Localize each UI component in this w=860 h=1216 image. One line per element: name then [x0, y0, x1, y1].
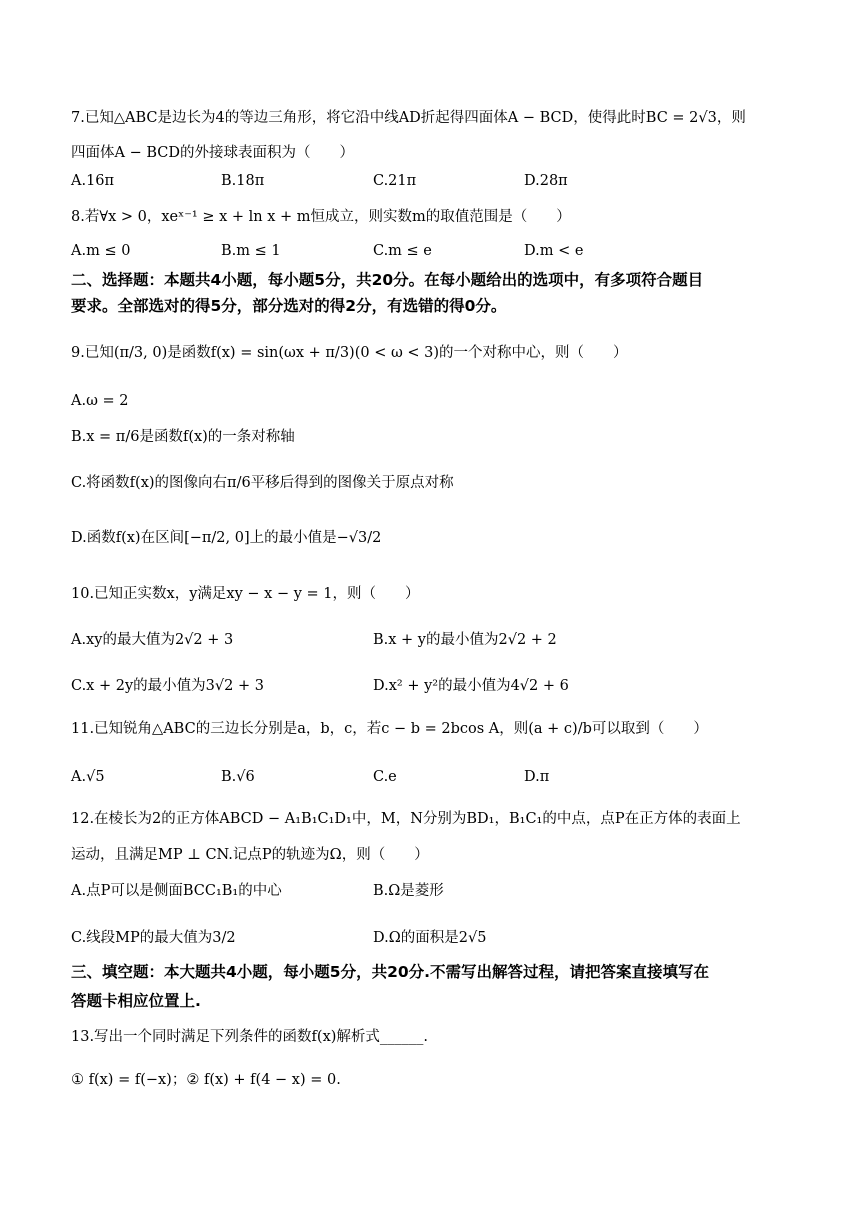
q11-option-d: D.π [524, 769, 550, 785]
q10-option-d: D.x² + y²的最小值为4√2 + 6 [373, 678, 569, 694]
q8-option-a: A.m ≤ 0 [71, 243, 131, 259]
q12-stem-line1: 12.在棱长为2的正方体ABCD − A₁B₁C₁D₁中，M，N分别为BD₁，B₁C₁的中点，点P在正方体的表面上 [71, 811, 741, 827]
section3-heading-line2: 答题卡相应位置上. [71, 992, 201, 1010]
q8-option-c: C.m ≤ e [373, 243, 432, 259]
q10-option-c: C.x + 2y的最小值为3√2 + 3 [71, 678, 264, 694]
section2-heading-line2: 要求。全部选对的得5分，部分选对的得2分，有选错的得0分。 [71, 297, 507, 315]
q9-option-a: A.ω = 2 [71, 393, 129, 409]
section2-heading-line1: 二、选择题：本题共4小题，每小题5分，共20分。在每小题给出的选项中，有多项符合题目 [71, 271, 704, 289]
q13-stem: 13.写出一个同时满足下列条件的函数f(x)解析式______. [71, 1029, 429, 1045]
q9-option-b: B.x = π/6是函数f(x)的一条对称轴 [71, 429, 295, 445]
q8-stem: 8.若∀x > 0，xeˣ⁻¹ ≥ x + ln x + m恒成立，则实数m的取值范围是（ ） [71, 209, 571, 225]
q9-option-c: C.将函数f(x)的图像向右π/6平移后得到的图像关于原点对称 [71, 475, 454, 491]
q8-option-d: D.m < e [524, 243, 584, 259]
q7-option-d: D.28π [524, 173, 568, 189]
q9-option-d: D.函数f(x)在区间[−π/2, 0]上的最小值是−√3/2 [71, 530, 382, 546]
q10-stem: 10.已知正实数x，y满足xy − x − y = 1，则（ ） [71, 586, 420, 602]
q8-option-b: B.m ≤ 1 [221, 243, 281, 259]
q11-option-a: A.√5 [71, 769, 105, 785]
q11-option-c: C.e [373, 769, 397, 785]
q10-option-a: A.xy的最大值为2√2 + 3 [71, 632, 234, 648]
q12-option-b: B.Ω是菱形 [373, 883, 444, 899]
q12-option-a: A.点P可以是侧面BCC₁B₁的中心 [71, 883, 282, 899]
q7-option-b: B.18π [221, 173, 265, 189]
q11-option-b: B.√6 [221, 769, 255, 785]
q7-stem-line1: 7.已知△ABC是边长为4的等边三角形，将它沿中线AD折起得四面体A − BCD，使得此时BC = 2√3，则 [71, 110, 746, 126]
q7-option-c: C.21π [373, 173, 417, 189]
q13-conditions: ① f(x) = f(−x)；② f(x) + f(4 − x) = 0. [71, 1072, 341, 1088]
q12-option-d: D.Ω的面积是2√5 [373, 930, 487, 946]
q10-option-b: B.x + y的最小值为2√2 + 2 [373, 632, 557, 648]
q12-option-c: C.线段MP的最大值为3/2 [71, 930, 236, 946]
q9-stem: 9.已知(π/3, 0)是函数f(x) = sin(ωx + π/3)(0 < ω < 3)的一个对称中心，则（ ） [71, 345, 628, 361]
q7-stem-line2: 四面体A − BCD的外接球表面积为（ ） [71, 145, 354, 161]
q11-stem: 11.已知锐角△ABC的三边长分别是a，b，c，若c − b = 2bcos A，则(a + c)/b可以取到（ ） [71, 721, 708, 737]
q12-stem-line2: 运动，且满足MP ⊥ CN.记点P的轨迹为Ω，则（ ） [71, 847, 429, 863]
section3-heading-line1: 三、填空题：本大题共4小题，每小题5分，共20分.不需写出解答过程，请把答案直接填写在 [71, 963, 710, 981]
q7-option-a: A.16π [71, 173, 115, 189]
